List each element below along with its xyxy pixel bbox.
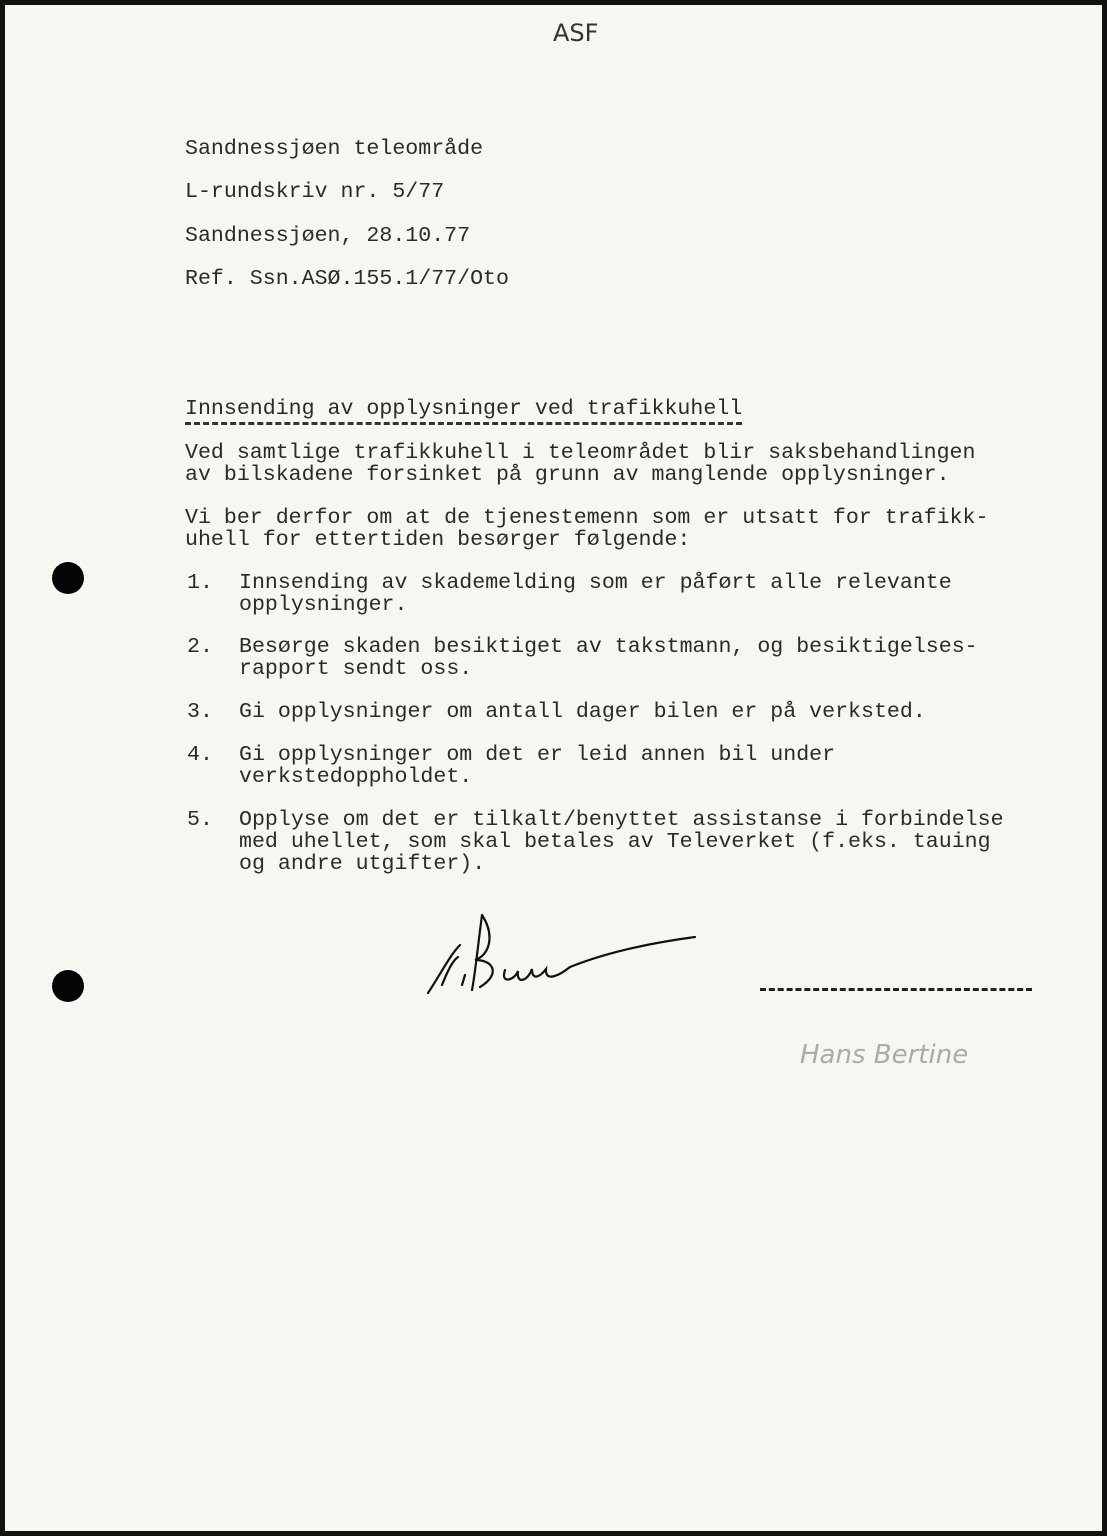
paragraph-line: Vi ber derfor om at de tjenestemenn som er utsatt for trafikk- [185, 506, 989, 530]
handwritten-annotation: ASF [553, 19, 599, 47]
place-date: Sandnessjøen, 28.10.77 [185, 224, 471, 248]
item-line: Gi opplysninger om det er leid annen bil under [239, 743, 836, 767]
reference: Ref. Ssn.ASØ.155.1/77/Oto [185, 267, 509, 291]
paragraph-line: av bilskadene forsinket på grunn av manglende opplysninger. [185, 463, 950, 487]
item-line: opplysninger. [239, 593, 408, 617]
document-page [5, 5, 1102, 1531]
paragraph-line: uhell for ettertiden besørger følgende: [185, 528, 691, 552]
item-number: 3. [187, 700, 213, 724]
office-name: Sandnessjøen teleområde [185, 137, 484, 161]
item-number: 4. [187, 743, 213, 767]
punch-hole [52, 562, 84, 594]
document-title: Innsending av opplysninger ved trafikkuhell [185, 397, 742, 425]
item-line: rapport sendt oss. [239, 657, 473, 681]
item-line: Opplyse om det er tilkalt/benyttet assistanse i forbindelse [239, 808, 1004, 832]
item-number: 5. [187, 808, 213, 832]
signature-line [760, 988, 1032, 991]
item-line: Innsending av skademelding som er påført alle relevante [239, 571, 952, 595]
item-line: Besørge skaden besiktiget av takstmann, og besiktigelses- [239, 635, 978, 659]
punch-hole [52, 970, 84, 1002]
signature [420, 905, 710, 1000]
item-line: med uhellet, som skal betales av Televerket (f.eks. tauing [239, 830, 991, 854]
item-number: 1. [187, 571, 213, 595]
faint-signature: Hans Bertine [800, 1040, 969, 1070]
paragraph-line: Ved samtlige trafikkuhell i teleområdet blir saksbehandlingen [185, 441, 976, 465]
item-line: Gi opplysninger om antall dager bilen er på verksted. [239, 700, 926, 724]
item-line: og andre utgifter). [239, 852, 486, 876]
item-number: 2. [187, 635, 213, 659]
circular-number: L-rundskriv nr. 5/77 [185, 180, 445, 204]
item-line: verkstedoppholdet. [239, 765, 473, 789]
